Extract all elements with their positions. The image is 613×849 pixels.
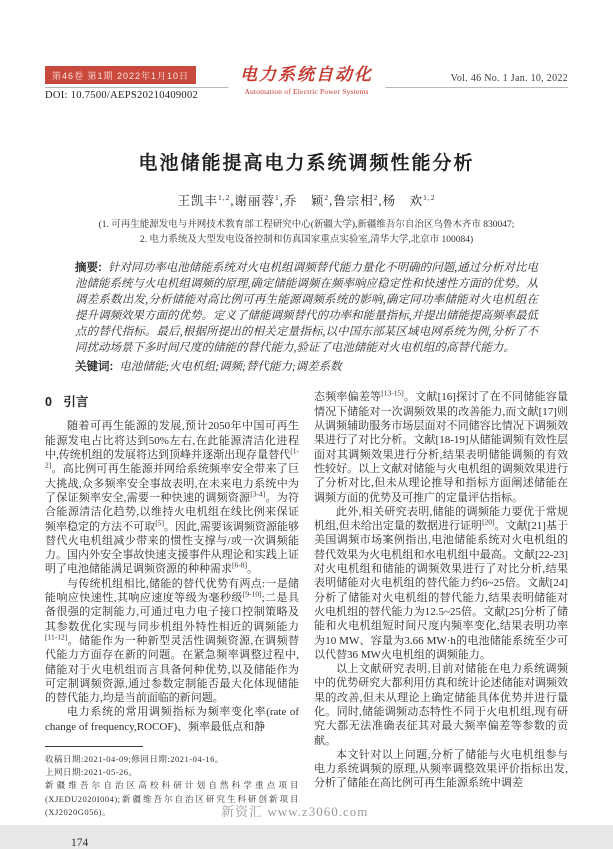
abstract bbox=[75, 261, 538, 356]
paragraph: 本文针对以上问题,分析了储能与火电机组参与电力系统调频的原理,从频率调整效果评价指标出发,分析了储能在高比例可再生能源系统中调差 bbox=[314, 748, 568, 790]
affiliations bbox=[45, 218, 568, 247]
journal-title-cn: 电力系统自动化 bbox=[240, 65, 373, 84]
affiliation-line: (1. 可再生能源发电与并网技术教育部工程研究中心(新疆大学),新疆维吾尔自治区乌鲁木齐市 830047; bbox=[98, 220, 515, 230]
abstract-label: 摘要: bbox=[75, 262, 102, 275]
paragraph: 此外,相关研究表明,储能的调频能力要优于常规机组,但未给出定量的数据进行证明[20]。文献[21]基于美国调频市场案例指出,电池储能系统对火电机组的替代效果为火电机组和水电机组中最高。文献[22-23]对火电机组和储能的调频效果进行了对比分析,结果表明储能对火电机组的替代能力约6~25倍。文献[24]分析了储能对火电机组的替代能力,结果表明储能对火电机组的替代能力为12.5~25倍。文献[25]分析了储能和火电机组短时间尺度内频率变化,结果表明功率为10 MW、容量为3.66 MW·h的电池储能系统至少可以代替36 MW火电机组的调频能力。 bbox=[314, 505, 569, 661]
volume-info: Vol. 46 No. 1 Jan. 10, 2022 bbox=[450, 73, 568, 84]
keywords-text: 电池储能;火电机组;调频;替代能力;调差系数 bbox=[119, 360, 342, 373]
section-heading-introduction: 0 引言 bbox=[45, 395, 89, 410]
abstract-block bbox=[75, 261, 538, 375]
abstract-text: 针对同功率电池储能系统对火电机组调频替代能力量化不明确的问题,通过分析对比电池储能系统与火电机组调频的原理,确定储能调频在频率响应稳定性和快速性方面的优势。从调差系数出发,分析储能对高比例可再生能源调频系统的影响,确定同功率储能对火电机组在提升调频效果方面的优势。定义了储能调频替代的功率和能量指标,并提出储能提高频率最低点的替代指标。最后,根据所提出的相关定量指标,以中国东部某区域电网系统为例,分析了不同扰动场景下多时间尺度的储能的替代能力,验证了电池储能对火电机组的高替代能力。 bbox=[75, 262, 538, 354]
right-column bbox=[314, 390, 568, 790]
affiliation-line: 2. 电力系统及大型发电设备控制和仿真国家重点实验室,清华大学,北京市 100084) bbox=[139, 234, 474, 245]
masthead-left bbox=[45, 66, 198, 101]
page-number: 174 bbox=[71, 836, 89, 849]
site-watermark: 新资汇 www.z3060.com bbox=[221, 804, 369, 819]
doi-text: DOI: 10.7500/AEPS20210409002 bbox=[45, 90, 199, 101]
article-title: 电池储能提高电力系统调频性能分析 bbox=[138, 153, 475, 174]
paragraph: 态频率偏差等[13-15]。文献[16]探讨了在不同储能容量情况下储能对一次调频效果的改善能力,而文献[17]则从调频辅助服务市场层面对不同储容比情况下调频效果进行了对比分析。文献[18-19]从储能调频有效性层面对其调频效果进行分析,结果表明储能调频的有效性较好。以上文献对储能与火电机组的调频效果进行了分析对比,但未从理论推导和指标方面阐述储能在调频方面的优势及可推广的定量评估指标。 bbox=[314, 388, 569, 504]
paragraph: 电力系统的常用调频指标为频率变化率(rate of change of frequency,ROCOF)、频率最低点和静 bbox=[45, 706, 299, 733]
footnote-online-date: 上网日期:2021-05-26。 bbox=[45, 767, 138, 778]
author-line: 王凯丰$^{1,2}$,谢丽蓉$^1$,乔 颖$^2$,鲁宗相$^2$,杨 欢$^{1,2}$ bbox=[177, 192, 436, 208]
footnote-divider bbox=[45, 746, 143, 747]
keywords-label: 关键词: bbox=[75, 360, 114, 373]
footnote-funding: 新疆维吾尔自治区高校科研计划自然科学重点项目(XJEDU2020I004);新疆维吾尔自治区研究生科研创新项目(XJ2020G056)。 bbox=[45, 780, 299, 817]
paragraph: 与传统机组相比,储能的替代优势有两点:一是储能响应快速性,其响应速度等级为毫秒级[9-10];二是具备很强的定制能力,可通过电力电子接口控制策略及其参数优化实现与同步机组外特性相近的调频能力[11-12]。储能作为一种新型灵活性调频资源,在调频替代能力方面存在新的问题。在紧急频率调整过程中,储能对于火电机组而言具备何种优势,以及储能作为可定制调频资源,通过参数定制能否最大化体现储能的替代能力,均是当前面临的新问题。 bbox=[45, 577, 299, 705]
left-column bbox=[45, 390, 299, 848]
two-column-body bbox=[45, 390, 568, 848]
paragraph: 随着可再生能源的发展,预计2050年中国可再生能源发电占比将达到50%左右,在此能源清洁化进程中,传统机组的发展将达到顶峰并逐渐出现存量替代[1-2]。高比例可再生能源并网给系统频率安全带来了巨大挑战,众多频率安全事故表明,在未来电力系统中为了保证频率安全,需要一种快速的调频资源[3-4]。为符合能源清洁化趋势,以维持火电机组在线比例来保证频率稳定的方法不可取[5]。因此,需要该调频资源能够替代火电机组减少带来的惯性支撑与/或一次调频能力。国内外安全事故快速支援事件从理论和实践上证明了电池储能满足调频资源的种种需求[6-8]。 bbox=[45, 420, 300, 576]
journal-title-en: Automation of Electric Power Systems bbox=[244, 86, 369, 96]
masthead bbox=[45, 66, 568, 112]
footnote-received-dates: 收稿日期:2021-04-09;修回日期:2021-04-16。 bbox=[45, 753, 224, 764]
paragraph: 以上文献研究表明,目前对储能在电力系统调频中的优势研究大都利用仿真和统计论述储能对调频效果的改善,但未从理论上确定储能具体优势并进行量化。同时,储能调频动态特性不同于火电机组,现有研究大都无法准确表征其对最大频率偏差等参数的贡献。 bbox=[314, 663, 568, 747]
journal-logo bbox=[228, 66, 385, 96]
issue-info-badge: 第46卷 第1期 2022年1月10日 bbox=[45, 66, 196, 84]
keywords bbox=[75, 360, 538, 376]
